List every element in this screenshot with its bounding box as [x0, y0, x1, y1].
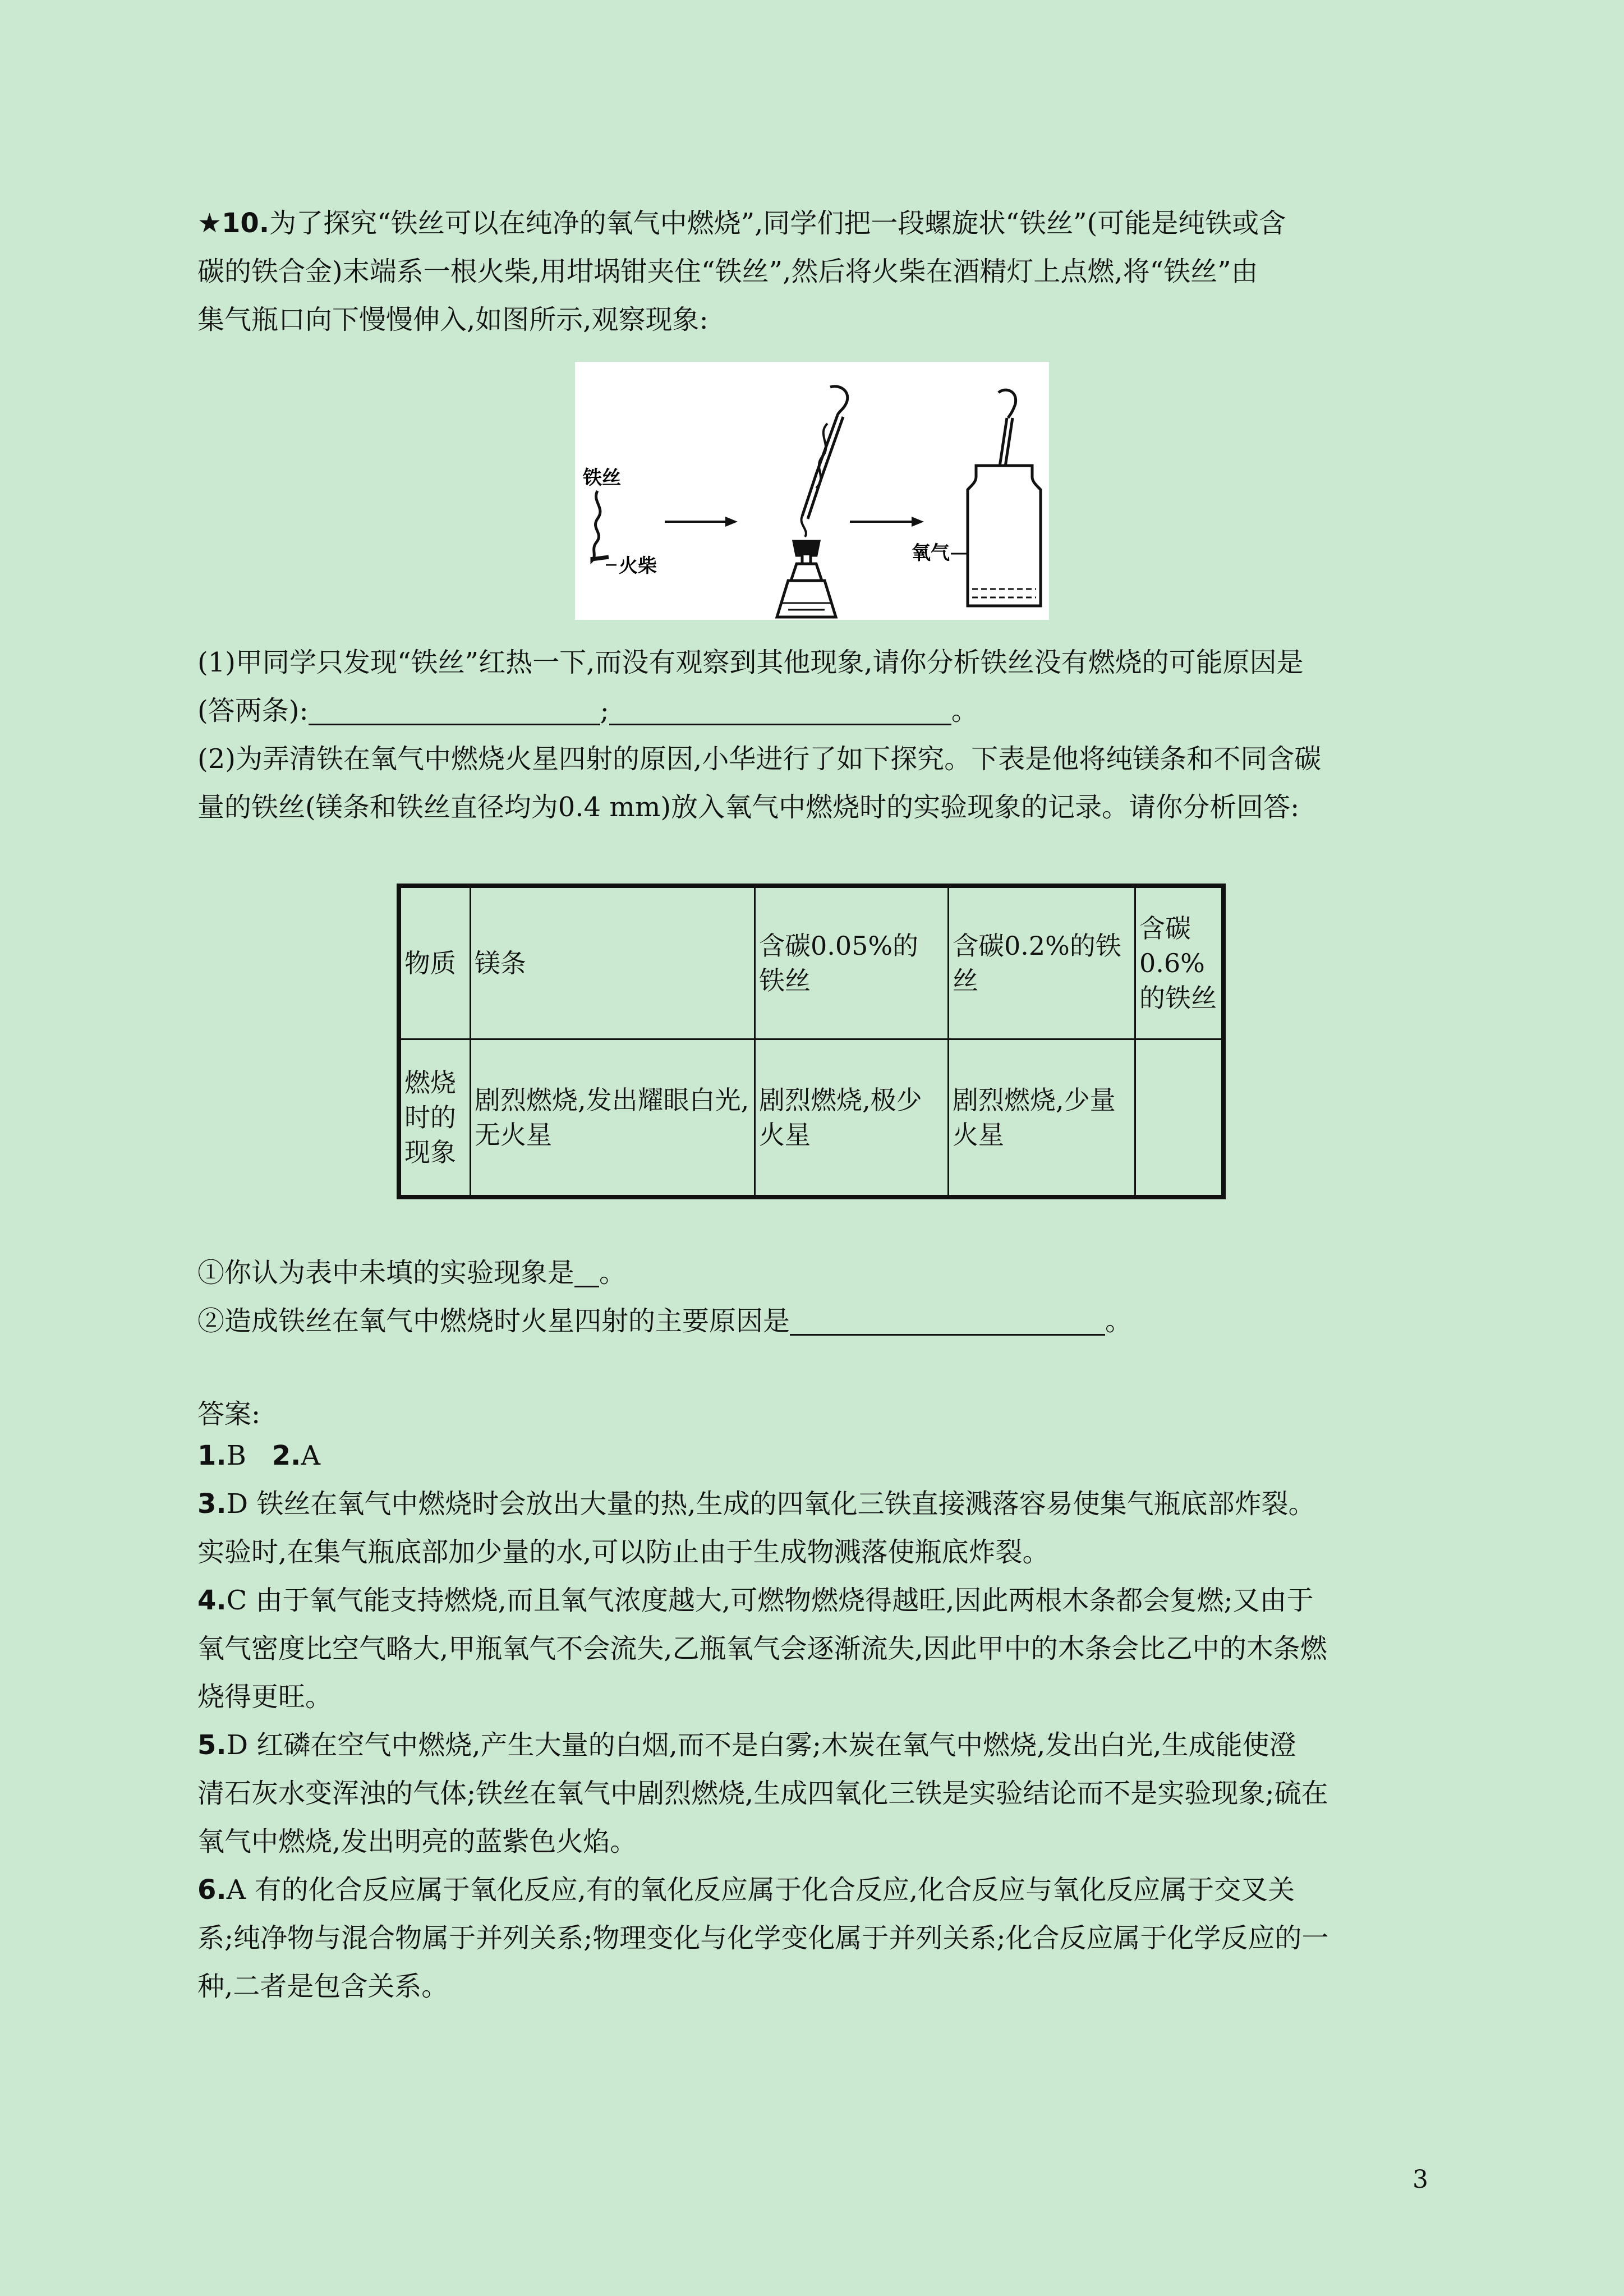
answer-text: D 铁丝在氧气中燃烧时会放出大量的热,生成的四氧化三铁直接溅落容易使集气瓶底部炸裂。: [226, 1488, 1315, 1520]
answer-6-line-1: [197, 1866, 1414, 1914]
period: 。: [1105, 1305, 1133, 1337]
experiment-table: [397, 884, 1226, 1199]
answer-1-2: [197, 1432, 1414, 1480]
table-cell: 物质: [399, 886, 471, 1039]
question-number: ★10.: [197, 208, 270, 239]
answer-number: 2.: [272, 1440, 301, 1471]
tongs-over-alcohol-lamp-drawing: [777, 386, 848, 617]
sub-question-2-text: ②造成铁丝在氧气中燃烧时火星四射的主要原因是: [197, 1305, 790, 1337]
answer-number: 5.: [197, 1729, 227, 1761]
part1-prefix: (答两条):: [197, 695, 309, 726]
answer-3-line-2: 实验时,在集气瓶底部加少量的水,可以防止由于生成物溅落使瓶底炸裂。: [197, 1536, 1050, 1568]
table-cell-empty[interactable]: [1135, 1039, 1224, 1198]
question-line-1: [197, 199, 1414, 247]
answer-5-line-3: 氧气中燃烧,发出明亮的蓝紫色火焰。: [197, 1826, 637, 1857]
answer-number: 6.: [197, 1874, 227, 1906]
answer-blank-4[interactable]: [790, 1300, 1105, 1336]
part2-line-2: 量的铁丝(镁条和铁丝直径均为0.4 mm)放入氧气中燃烧时的实验现象的记录。请你分析回答:: [197, 792, 1300, 823]
answers-title: 答案:: [197, 1398, 261, 1430]
label-match: 火柴: [619, 555, 657, 577]
table-cell: 燃烧时的现象: [399, 1039, 471, 1198]
sub-question-1-text: ①你认为表中未填的实验现象是: [197, 1257, 575, 1289]
answer-value: B: [226, 1440, 246, 1471]
sub-question-1: [197, 1249, 1414, 1297]
answer-text: D 红磷在空气中燃烧,产生大量的白烟,而不是白雾;木炭在氧气中燃烧,发出白光,生成能使澄: [226, 1729, 1296, 1761]
table-cell: 剧烈燃烧,发出耀眼白光,无火星: [471, 1039, 755, 1198]
answer-6-line-3: 种,二者是包含关系。: [197, 1971, 449, 2002]
label-iron-wire: 铁丝: [583, 467, 621, 489]
label-oxygen: 氧气: [912, 542, 950, 564]
table-header-row: [399, 886, 1223, 1039]
question-line-2: 碳的铁合金)末端系一根火柴,用坩埚钳夹住“铁丝”,然后将火柴在酒精灯上点燃,将“铁丝”由: [197, 256, 1258, 287]
table-cell: 含碳0.2%的铁丝: [949, 886, 1135, 1039]
part2-line-1: (2)为弄清铁在氧气中燃烧火星四射的原因,小华进行了如下探究。下表是他将纯镁条和不同含碳: [197, 743, 1322, 775]
answer-5-line-1: [197, 1721, 1414, 1769]
page-number: 3: [1413, 2165, 1428, 2194]
table-cell: 剧烈燃烧,极少火星: [755, 1039, 949, 1198]
experiment-figure: [575, 362, 1049, 620]
answer-number: 3.: [197, 1488, 227, 1520]
arrow-icon: [850, 517, 924, 527]
answer-5-line-2: 清石灰水变浑浊的气体;铁丝在氧气中剧烈燃烧,生成四氧化三铁是实验结论而不是实验现象;硫在: [197, 1778, 1328, 1809]
question-text-1: 为了探究“铁丝可以在纯净的氧气中燃烧”,同学们把一段螺旋状“铁丝”(可能是纯铁或含: [269, 208, 1286, 239]
separator: ;: [600, 695, 609, 726]
answer-number: 4.: [197, 1585, 227, 1616]
answer-blank-1[interactable]: [309, 690, 600, 725]
answer-4-line-3: 烧得更旺。: [197, 1681, 333, 1713]
part1-line-1: (1)甲同学只发现“铁丝”红热一下,而没有观察到其他现象,请你分析铁丝没有燃烧的可能原因是: [197, 647, 1304, 678]
answer-4-line-2: 氧气密度比空气略大,甲瓶氧气不会流失,乙瓶氧气会逐渐流失,因此甲中的木条会比乙中的木条燃: [197, 1633, 1327, 1664]
answer-text: A 有的化合反应属于氧化反应,有的氧化反应属于化合反应,化合反应与氧化反应属于交叉关: [226, 1874, 1295, 1906]
experiment-illustration: [575, 362, 1049, 620]
period: 。: [951, 695, 978, 726]
arrow-icon: [665, 517, 738, 527]
answer-number: 1.: [197, 1440, 227, 1471]
answer-3-line-1: [197, 1480, 1414, 1528]
part1-line-2: [197, 687, 1414, 735]
gas-collecting-bottle-drawing: [968, 390, 1041, 606]
answer-value: A: [301, 1440, 321, 1471]
answer-6-line-2: 系;纯净物与混合物属于并列关系;物理变化与化学变化属于并列关系;化合反应属于化学反应的一: [197, 1922, 1329, 1954]
answer-text: C 由于氧气能支持燃烧,而且氧气浓度越大,可燃物燃烧得越旺,因此两根木条都会复燃;又由于: [226, 1585, 1314, 1616]
table-cell: 含碳0.6%的铁丝: [1135, 886, 1224, 1039]
table-row: [399, 1039, 1223, 1198]
answer-4-line-1: [197, 1576, 1414, 1625]
question-line-3: 集气瓶口向下慢慢伸入,如图所示,观察现象:: [197, 304, 709, 335]
answer-blank-3[interactable]: [574, 1252, 599, 1287]
table-cell: 含碳0.05%的铁丝: [755, 886, 949, 1039]
table-cell: 剧烈燃烧,少量火星: [949, 1039, 1135, 1198]
answer-blank-2[interactable]: [609, 690, 951, 725]
iron-wire-with-match-drawing: [592, 491, 609, 561]
table-cell: 镁条: [471, 886, 755, 1039]
sub-question-2: [197, 1297, 1414, 1345]
period: 。: [599, 1257, 627, 1289]
